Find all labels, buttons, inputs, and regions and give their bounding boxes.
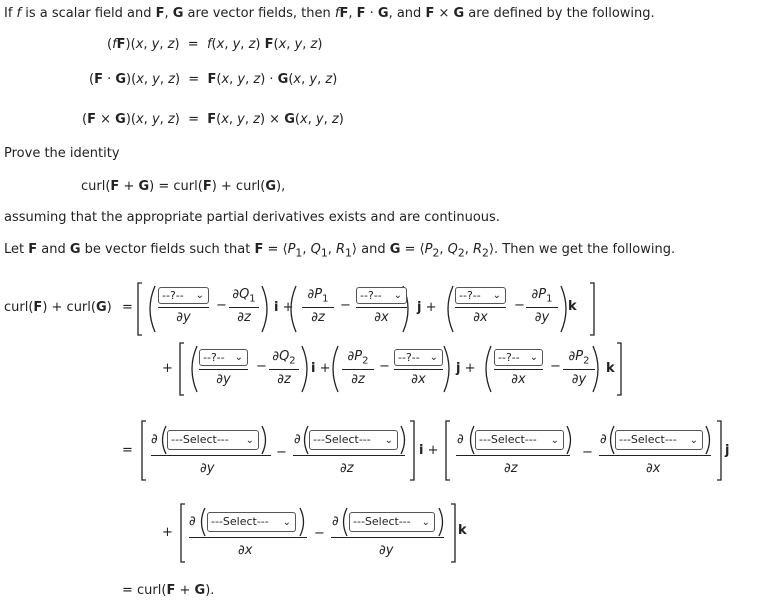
frac-dP1-dz: $\partial P_1$ ∂z (302, 287, 334, 327)
minus: − (276, 445, 287, 460)
i-plus: i + (311, 361, 331, 376)
select-r2-k[interactable]: --?-- ⌄ (494, 349, 543, 366)
plus: + (162, 361, 173, 376)
intro-text: If f is a scalar field and F, G are vector fields, then fF, F · G, and F × G are defined by the following. (4, 6, 655, 21)
frac-dQ1-dz: $\partial Q_1$ ∂z (229, 287, 259, 327)
fraction-bar (331, 537, 444, 538)
select-r1-i[interactable]: --?-- ⌄ (158, 287, 209, 304)
denominator: ∂x (238, 543, 253, 558)
select-r2-j[interactable]: --?-- ⌄ (394, 349, 443, 366)
curl-sum-label: curl(F) + curl(G) (4, 300, 112, 315)
equals-sign: = (122, 443, 133, 458)
frac-r1-j-second: ∂x (356, 287, 407, 327)
def-dot-product: (F · G)(x, y, z) = F(x, y, z) · G(x, y, z) (89, 72, 338, 87)
frac-r1-k-first: ∂x (455, 287, 506, 327)
select-r4-a[interactable]: ---Select--- ⌄ (207, 512, 296, 532)
i-plus: i + (419, 443, 439, 458)
denominator: ∂x (646, 461, 661, 476)
fraction-bar (599, 455, 711, 456)
minus: − (582, 445, 593, 460)
minus: − (314, 526, 325, 541)
equals-sign: = (122, 300, 133, 315)
identity: curl(F + G) = curl(F) + curl(G), (81, 179, 286, 194)
frac-r2-k-first: ∂x (494, 349, 543, 389)
k-unit: k (606, 361, 615, 376)
fraction-bar (151, 455, 271, 456)
fraction-bar (456, 455, 570, 456)
select-r1-j[interactable]: --?-- ⌄ (356, 287, 407, 304)
prove-label: Prove the identity (4, 146, 120, 161)
minus: − (340, 298, 351, 313)
minus: − (550, 359, 561, 374)
frac-r2-j-second: ∂x (394, 349, 443, 389)
assumption-text: assuming that the appropriate partial derivatives exists and are continuous. (4, 210, 500, 225)
select-r3-a[interactable]: ---Select--- ⌄ (167, 430, 259, 450)
denominator: ∂z (504, 461, 518, 476)
denominator: ∂y (200, 461, 215, 476)
select-r3-c[interactable]: ---Select--- ⌄ (475, 430, 564, 450)
partial: ∂ (457, 432, 464, 447)
partial: ∂ (294, 432, 301, 447)
partial: ∂ (151, 432, 158, 447)
partial: ∂ (332, 514, 339, 529)
frac-r2-i-first: ∂y (199, 349, 248, 389)
frac-r1-i-first: ∂y (158, 287, 209, 327)
minus: − (216, 298, 227, 313)
select-r2-i[interactable]: --?-- ⌄ (199, 349, 248, 366)
minus: − (514, 298, 525, 313)
plus: + (162, 525, 173, 540)
def-cross-product: (F × G)(x, y, z) = F(x, y, z) × G(x, y, z) (82, 112, 344, 127)
minus: − (379, 359, 390, 374)
partial: ∂ (189, 514, 196, 529)
fraction-bar (293, 455, 405, 456)
fraction-bar (189, 537, 307, 538)
frac-dP2-dz: $\partial P_2$ ∂z (342, 349, 374, 389)
k-unit: k (458, 523, 467, 538)
j-plus: j + (417, 300, 437, 315)
j-unit: j (725, 443, 730, 458)
j-plus: j + (456, 361, 476, 376)
select-r4-b[interactable]: ---Select--- ⌄ (349, 512, 435, 532)
final-line: = curl(F + G). (122, 583, 215, 598)
denominator: ∂y (379, 543, 394, 558)
def-scalar-mult: (fF)(x, y, z) = f(x, y, z) F(x, y, z) (107, 37, 323, 52)
k-unit: k (568, 299, 577, 314)
denominator: ∂z (340, 461, 354, 476)
frac-dQ2-dz: $\partial Q_2$ ∂z (269, 349, 299, 389)
partial: ∂ (600, 432, 607, 447)
frac-dP2-dy: $\partial P_2$ ∂y (563, 349, 595, 389)
frac-dP1-dy: $\partial P_1$ ∂y (526, 287, 558, 327)
let-text: Let F and G be vector fields such that $F = ⟨P_1$, $Q_1$, $R_1⟩$ and $G = ⟨P_2$, $Q_2$, $R_2⟩$. Then we get the following. (4, 242, 676, 260)
select-r3-d[interactable]: ---Select--- ⌄ (615, 430, 703, 450)
select-r3-b[interactable]: ---Select--- ⌄ (309, 430, 398, 450)
select-r1-k[interactable]: --?-- ⌄ (455, 287, 506, 304)
i-plus: i + (274, 300, 294, 315)
minus: − (256, 359, 267, 374)
